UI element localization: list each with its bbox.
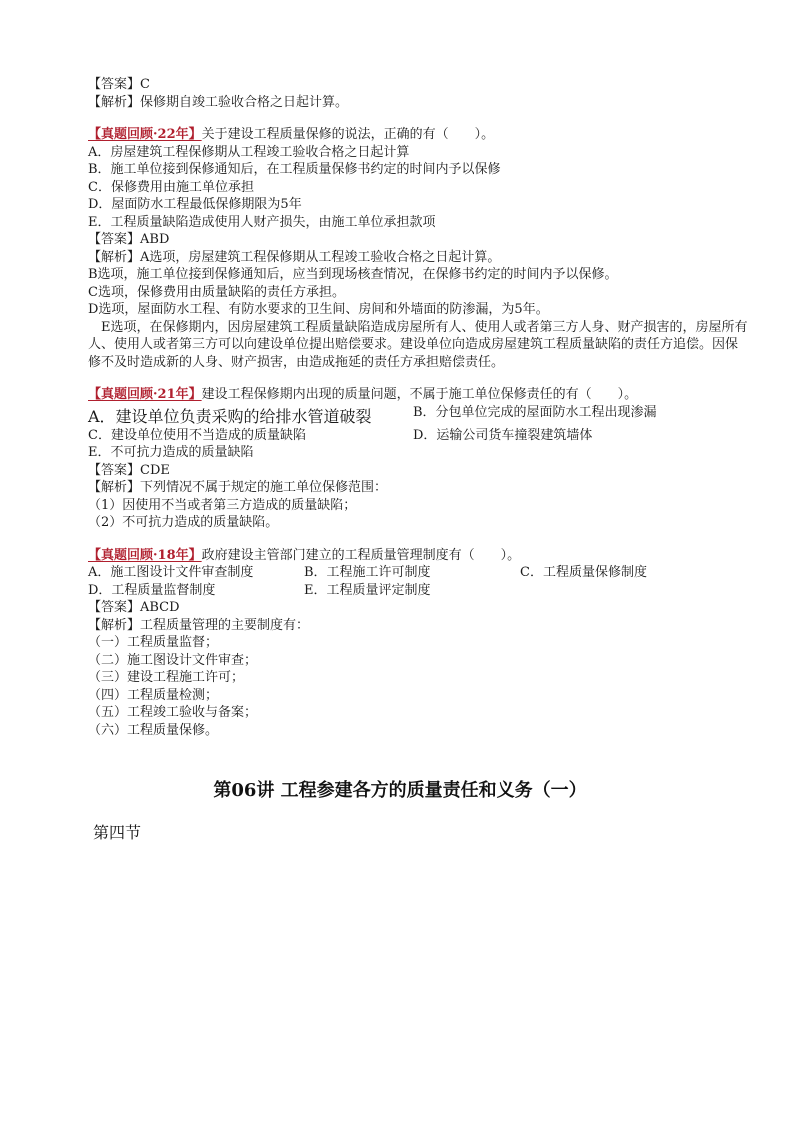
exam-year-tag: 【真题回顾·22年】 (88, 127, 202, 142)
lecture-title: 第06讲 工程参建各方的质量责任和义务（一） (213, 780, 587, 801)
analysis-line: （二）施工图设计文件审查； (88, 652, 258, 668)
analysis-paragraph: E选项，在保修期内，因房屋建筑工程质量缺陷造成房屋所有人、使用人或者第三方人身、财产损害的，房屋所有人、使用人或者第三方可以向建设单位提出赔偿要求。建设单位向造成房屋建筑工程质量缺陷的责任方追偿。因保修不及时造成新的人身、财产损害，由造成拖延的责任方承担赔偿责任。 (88, 319, 748, 370)
option-row (88, 582, 748, 600)
option-d: D．运输公司货车撞裂建筑墙体 (413, 427, 593, 443)
answer-line: 【答案】ABCD (88, 600, 180, 615)
option-row (88, 564, 748, 582)
exam-year-tag: 【真题回顾·18年】 (88, 547, 202, 563)
analysis-line: 【解析】下列情况不属于规定的施工单位保修范围： (88, 480, 388, 495)
document-body (88, 76, 748, 739)
section-heading: 第四节 (93, 823, 142, 842)
option-row (88, 404, 748, 427)
question-stem (88, 547, 748, 565)
stem-text: 建设工程保修期内出现的质量问题，不属于施工单位保修责任的有（ ）。 (201, 387, 638, 402)
option-a: A．施工图设计文件审查制度 (88, 565, 254, 580)
exam-year-tag: 【真题回顾·21年】 (88, 387, 202, 402)
question-stem (88, 126, 748, 144)
option-b: B．分包单位完成的屋面防水工程出现渗漏 (413, 404, 657, 420)
option-b: B．工程施工许可制度 (304, 565, 431, 580)
analysis-line: （1）因使用不当或者第三方造成的质量缺陷； (88, 497, 357, 513)
analysis-line: （一）工程质量监督； (88, 635, 219, 650)
analysis-line: （六）工程质量保修。 (88, 722, 219, 738)
analysis-line: B选项，施工单位接到保修通知后，应当到现场核查情况，在保修书约定的时间内予以保修。 (88, 267, 618, 282)
option-c: C．建设单位使用不当造成的质量缺陷 (88, 427, 306, 443)
option-d: D．工程质量监督制度 (88, 582, 216, 598)
analysis-line: C选项，保修费用由质量缺陷的责任方承担。 (88, 284, 345, 300)
option-e: E．工程质量缺陷造成使用人财产损失，由施工单位承担款项 (88, 214, 436, 230)
option-a: A．房屋建筑工程保修期从工程竣工验收合格之日起计算 (88, 144, 410, 160)
question-stem (88, 386, 748, 404)
stem-text: 关于建设工程质量保修的说法，正确的有（ ）。 (201, 127, 495, 142)
answer-line: 【答案】C (88, 77, 150, 92)
analysis-line: D选项，屋面防水工程、有防水要求的卫生间、房间和外墙面的防渗漏，为5年。 (88, 302, 549, 317)
analysis-line: 【解析】A选项，房屋建筑工程保修期从工程竣工验收合格之日起计算。 (88, 249, 501, 265)
option-b: B．施工单位接到保修通知后，在工程质量保修书约定的时间内予以保修 (88, 162, 501, 177)
option-e: E．工程质量评定制度 (304, 582, 431, 598)
answer-line: 【答案】CDE (88, 462, 170, 478)
stem-text: 政府建设主管部门建立的工程质量管理制度有（ ）。 (201, 547, 521, 563)
option-c: C．工程质量保修制度 (520, 565, 647, 580)
analysis-line: （三）建设工程施工许可； (88, 670, 245, 685)
option-c: C．保修费用由施工单位承担 (88, 179, 254, 195)
analysis-line: 【解析】工程质量管理的主要制度有： (88, 617, 310, 633)
analysis-line: （2）不可抗力造成的质量缺陷。 (88, 515, 279, 530)
option-row (88, 427, 748, 445)
analysis-line: （四）工程质量检测； (88, 687, 219, 703)
answer-line: 【答案】ABD (88, 232, 170, 247)
option-d: D．屋面防水工程最低保修期限为5年 (88, 197, 302, 212)
option-e: E．不可抗力造成的质量缺陷 (88, 445, 254, 460)
analysis-line: 【解析】保修期自竣工验收合格之日起计算。 (88, 94, 349, 110)
option-a: A．建设单位负责采购的给排水管道破裂 (88, 406, 372, 426)
analysis-line: （五）工程竣工验收与备案； (88, 705, 258, 720)
